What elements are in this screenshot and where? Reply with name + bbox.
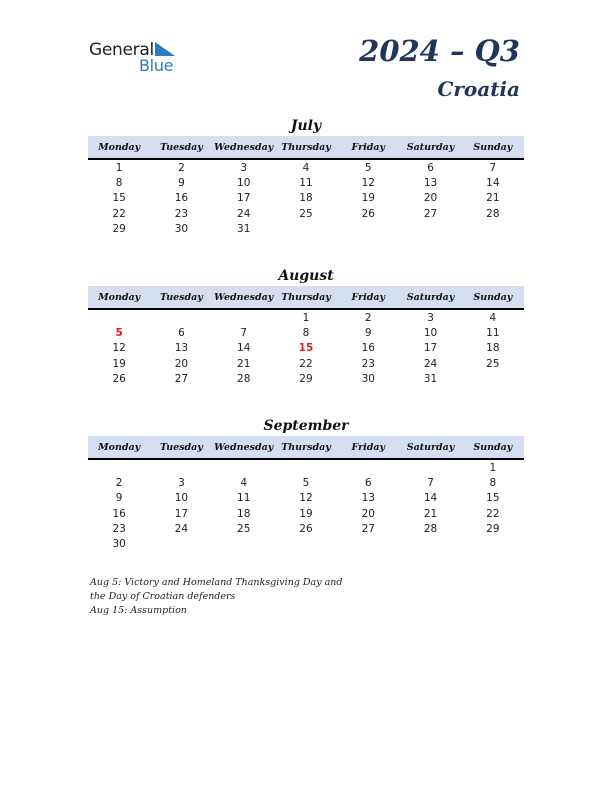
day-cell: 3 — [427, 311, 434, 324]
week-row — [88, 506, 524, 521]
weekday-label: Saturday — [406, 441, 455, 453]
day-cell: 23 — [361, 357, 375, 370]
weekday-label: Monday — [98, 291, 141, 303]
day-cell: 10 — [237, 176, 251, 189]
day-cell: 18 — [486, 342, 500, 355]
week-rows — [88, 310, 524, 386]
week-row — [88, 310, 524, 325]
holiday-day-cell: 15 — [298, 342, 314, 355]
day-cell: 7 — [489, 161, 497, 174]
day-cell: 10 — [423, 326, 438, 339]
day-cell: 2 — [115, 476, 123, 489]
day-cell: 14 — [423, 492, 438, 505]
month-calendar-july — [88, 116, 524, 236]
day-cell: 18 — [299, 192, 313, 205]
day-cell: 1 — [115, 161, 123, 174]
logo-word-general: General — [89, 40, 154, 60]
month-title: July — [290, 118, 322, 134]
day-cell: 16 — [112, 507, 126, 520]
week-rows — [88, 160, 524, 236]
day-cell: 13 — [423, 176, 438, 189]
weekday-label: Wednesday — [214, 441, 274, 453]
day-cell: 24 — [237, 207, 251, 220]
day-cell: 16 — [174, 192, 189, 205]
day-cell: 27 — [423, 207, 438, 220]
day-cell: 9 — [115, 492, 123, 505]
weekday-label: Tuesday — [160, 141, 203, 153]
weekday-label: Tuesday — [160, 441, 203, 453]
day-cell: 15 — [112, 192, 126, 205]
day-cell: 31 — [423, 372, 438, 385]
day-cell: 29 — [486, 522, 500, 535]
day-cell: 30 — [361, 372, 375, 385]
day-cell: 8 — [302, 326, 310, 339]
day-cell: 19 — [112, 357, 126, 370]
week-row — [88, 191, 524, 206]
generalblue-logo — [89, 40, 189, 76]
day-cell: 12 — [112, 342, 126, 355]
week-row — [88, 491, 524, 506]
day-cell: 6 — [178, 326, 185, 339]
day-cell: 2 — [364, 311, 372, 324]
day-cell: 5 — [302, 476, 310, 489]
day-cell: 17 — [423, 342, 438, 355]
day-cell: 20 — [423, 192, 438, 205]
holiday-note: Aug 5: Victory and Homeland Thanksgiving Day and — [90, 577, 343, 588]
day-cell: 22 — [112, 207, 126, 220]
day-cell: 17 — [174, 507, 189, 520]
month-calendar-september — [88, 416, 524, 552]
week-row — [88, 175, 524, 190]
week-row — [88, 371, 524, 386]
day-cell: 29 — [112, 222, 126, 235]
day-cell: 30 — [174, 222, 189, 235]
holiday-day-cell: 5 — [115, 326, 123, 339]
weekday-label: Thursday — [281, 141, 331, 153]
day-cell: 12 — [299, 492, 313, 505]
day-cell: 22 — [299, 357, 313, 370]
week-row — [88, 160, 524, 175]
day-cell: 4 — [489, 311, 497, 324]
weekday-header-row — [88, 436, 524, 460]
weekday-header-row — [88, 136, 524, 160]
month-title: September — [263, 418, 349, 434]
day-cell: 21 — [423, 507, 438, 520]
week-row — [88, 325, 524, 340]
day-cell: 31 — [237, 222, 251, 235]
day-cell: 14 — [237, 342, 251, 355]
day-cell: 13 — [174, 342, 189, 355]
day-cell: 13 — [361, 492, 375, 505]
day-cell: 29 — [299, 372, 313, 385]
weekday-label: Tuesday — [160, 291, 203, 303]
day-cell: 16 — [361, 342, 375, 355]
day-cell: 26 — [112, 372, 126, 385]
day-cell: 15 — [486, 492, 500, 505]
week-row — [88, 341, 524, 356]
day-cell: 21 — [237, 357, 251, 370]
day-cell: 28 — [423, 522, 438, 535]
day-cell: 20 — [174, 357, 189, 370]
week-row — [88, 221, 524, 236]
logo-word-blue: Blue — [139, 56, 174, 75]
weekday-label: Thursday — [281, 291, 331, 303]
weekday-label: Thursday — [281, 441, 331, 453]
day-cell: 8 — [115, 176, 123, 189]
day-cell: 24 — [174, 522, 189, 535]
weekday-label: Saturday — [406, 291, 455, 303]
week-row — [88, 521, 524, 536]
day-cell: 4 — [302, 161, 310, 174]
day-cell: 7 — [427, 476, 434, 489]
day-cell: 14 — [486, 176, 500, 189]
weekday-label: Wednesday — [214, 291, 274, 303]
day-cell: 22 — [486, 507, 500, 520]
day-cell: 9 — [364, 326, 372, 339]
day-cell: 3 — [240, 161, 248, 174]
day-cell: 11 — [299, 176, 313, 189]
day-cell: 23 — [112, 522, 126, 535]
weekday-label: Monday — [98, 141, 141, 153]
day-cell: 8 — [489, 476, 497, 489]
day-cell: 19 — [299, 507, 313, 520]
week-rows — [88, 460, 524, 552]
weekday-label: Friday — [351, 291, 386, 303]
day-cell: 21 — [486, 192, 500, 205]
weekday-label: Sunday — [473, 291, 513, 303]
month-title: August — [278, 268, 334, 284]
day-cell: 28 — [237, 372, 251, 385]
day-cell: 24 — [423, 357, 438, 370]
day-cell: 26 — [299, 522, 313, 535]
day-cell: 27 — [361, 522, 375, 535]
day-cell: 10 — [174, 492, 189, 505]
day-cell: 27 — [174, 372, 189, 385]
day-cell: 2 — [178, 161, 185, 174]
week-row — [88, 475, 524, 490]
day-cell: 25 — [237, 522, 251, 535]
weekday-header-row — [88, 286, 524, 310]
day-cell: 19 — [361, 192, 375, 205]
day-cell: 1 — [302, 311, 310, 324]
week-row — [88, 206, 524, 221]
month-calendar-august — [88, 266, 524, 386]
page-title: 2024 – Q3 — [359, 34, 520, 68]
weekday-label: Monday — [98, 441, 141, 453]
day-cell: 5 — [364, 161, 372, 174]
week-row — [88, 536, 524, 551]
day-cell: 12 — [361, 176, 375, 189]
holiday-note: Aug 15: Assumption — [90, 605, 187, 616]
day-cell: 9 — [178, 176, 185, 189]
day-cell: 26 — [361, 207, 375, 220]
day-cell: 25 — [299, 207, 313, 220]
day-cell: 30 — [112, 538, 126, 551]
holiday-notes — [90, 576, 350, 618]
day-cell: 28 — [486, 207, 500, 220]
weekday-label: Saturday — [406, 141, 455, 153]
day-cell: 20 — [361, 507, 375, 520]
day-cell: 11 — [237, 492, 251, 505]
week-row — [88, 356, 524, 371]
day-cell: 25 — [486, 357, 500, 370]
day-cell: 6 — [364, 476, 372, 489]
day-cell: 4 — [240, 476, 248, 489]
weekday-label: Sunday — [473, 441, 513, 453]
holiday-note: the Day of Croatian defenders — [90, 591, 236, 602]
country-subtitle: Croatia — [437, 77, 520, 101]
weekday-label: Wednesday — [214, 141, 274, 153]
day-cell: 11 — [486, 326, 500, 339]
week-row — [88, 460, 524, 475]
weekday-label: Sunday — [473, 141, 513, 153]
day-cell: 3 — [178, 476, 185, 489]
day-cell: 23 — [174, 207, 189, 220]
weekday-label: Friday — [351, 441, 386, 453]
day-cell: 6 — [427, 161, 434, 174]
day-cell: 7 — [240, 326, 248, 339]
weekday-label: Friday — [351, 141, 386, 153]
day-cell: 17 — [237, 192, 251, 205]
day-cell: 18 — [237, 507, 251, 520]
day-cell: 1 — [489, 461, 497, 474]
